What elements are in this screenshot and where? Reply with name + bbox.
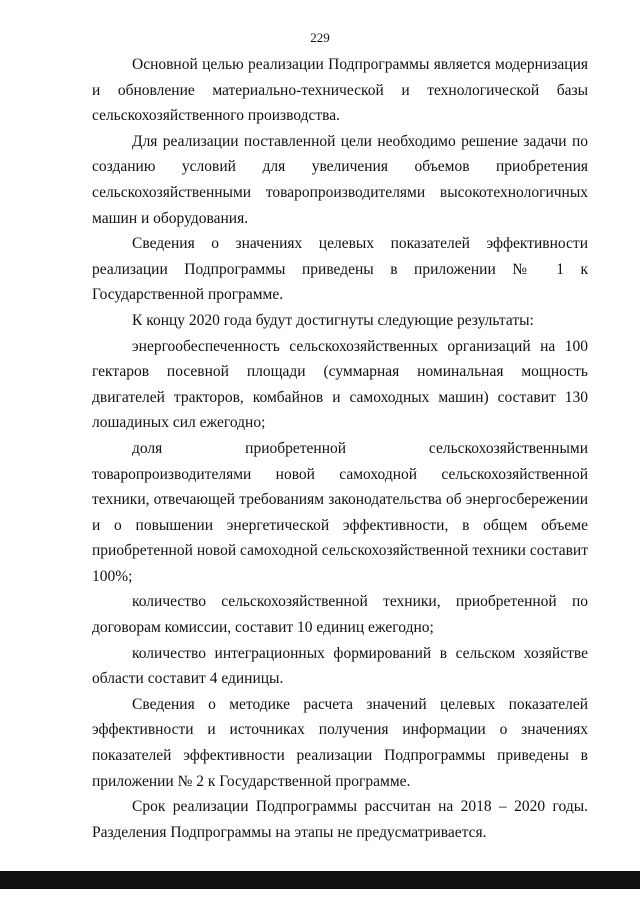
paragraph-result-integration: количество интеграционных формирований в сельском хозяйстве области составит 4 единицы.: [92, 644, 588, 688]
paragraph-indicators-ref: Сведения о значениях целевых показателей эффективности реализации Подпрограммы приведены в приложении № 1 к Государственной программе.: [92, 235, 588, 304]
page-number: 229: [310, 30, 330, 45]
paragraph-goal: Основной целью реализации Подпрограммы является модернизация и обновление материально-технической и технологической базы сельскохозяйственного производства.: [92, 56, 588, 125]
document-body: [92, 52, 588, 845]
paragraph-task: Для реализации поставленной цели необходимо решение задачи по созданию условий для увеличения объемов приобретения сельскохозяйственными товаропроизводителями высокотехнологичных машин и оборудования.: [92, 132, 588, 227]
paragraph-term: Срок реализации Подпрограммы рассчитан на 2018 – 2020 годы. Разделения Подпрограммы на этапы не предусматривается.: [92, 798, 588, 841]
paragraph-result-commission: количество сельскохозяйственной техники, приобретенной по договорам комиссии, составит 10 единиц ежегодно;: [92, 593, 588, 637]
paragraph-result-share: доля приобретенной сельскохозяйственными товаропроизводителями новой самоходной сельскохозяйственной техники, отвечающей требованиям законодательства об энергосбережении и о повышении энергетической эффективности, в общем объеме приобретенной новой самоходной сельскохозяйственной техники составит 100%;: [92, 439, 588, 585]
paragraph-result-energy: энергообеспеченность сельскохозяйственных организаций на 100 гектаров посевной площади (суммарная номинальная мощность двигателей тракторов, комбайнов и самоходных машин) составит 130 лошадиных сил ежегодно;: [92, 337, 588, 432]
bottom-border-bar: [0, 871, 640, 889]
paragraph-results-intro: К концу 2020 года будут достигнуты следующие результаты:: [132, 311, 534, 329]
paragraph-methodology-ref: Сведения о методике расчета значений целевых показателей эффективности и источниках получения информации о значениях показателей эффективности реализации Подпрограммы приведены в приложении № 2 к Государственной программе.: [92, 695, 588, 790]
